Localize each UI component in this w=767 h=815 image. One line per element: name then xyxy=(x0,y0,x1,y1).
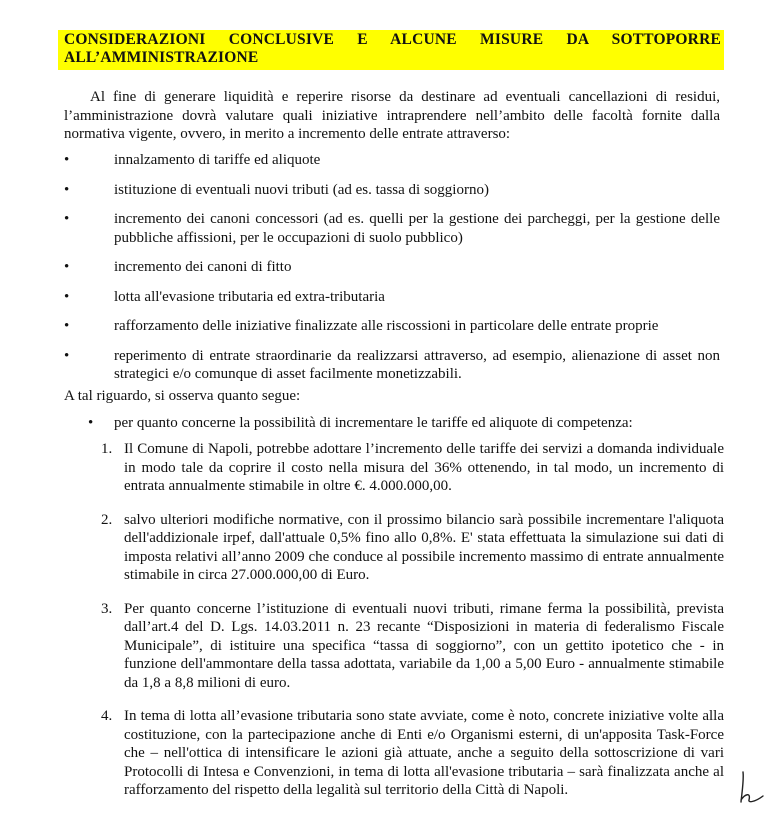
list-item xyxy=(64,600,724,693)
item-text: In tema di lotta all’evasione tributaria sono state avviate, come è noto, concrete iniziative volte alla costituzione, con la partecipazione anche di Enti e/o Organismi esterni, di un'apposita Task-Force che – nell'ottica di intensificare le azioni già attuate, anche a seguito della sottoscrizione di vari Protocolli di Intesa e Convenzioni, in tema di lotta all'evasione tributaria – sarà finalizzata anche al rafforzamento del rispetto della legalità sul territorio della Città di Napoli. xyxy=(124,708,724,798)
numbered-list xyxy=(64,440,724,815)
bullet-icon: • xyxy=(88,415,94,431)
list-item: • innalzamento di tariffe ed aliquote xyxy=(64,152,321,168)
list-item: • rafforzamento delle iniziative finalizzate alle riscossioni in particolare delle entrate proprie xyxy=(64,318,659,334)
bullet-icon: • xyxy=(64,152,70,168)
list-item xyxy=(64,511,724,585)
section-title: CONSIDERAZIONI CONCLUSIVE E ALCUNE MISURE DA SOTTOPORRE ALL’AMMINISTRAZIONE xyxy=(58,30,724,70)
item-number: 1. xyxy=(101,441,113,457)
item-number: 4. xyxy=(101,708,113,724)
item-text: Il Comune di Napoli, potrebbe adottare l’incremento delle tariffe dei servizi a domanda individuale in modo tale da coprire il costo nella misura del 36% ottenendo, in tal modo, un incremento di entrata annualmente stimabile in oltre €. 4.000.000,00. xyxy=(124,441,724,494)
bullet-icon: • xyxy=(64,347,70,364)
item-text: salvo ulteriori modifiche normative, con il prossimo bilancio sarà possibile incrementare l'aliquota dell'addizionale irpef, dall'attuale 0,5% fino allo 0,8%. E' stata effettuata la simulazione sui dati di imposta relativi all’anno 2009 che conduce al possibile incremento massimo di entrate annualmente stimabile in circa 27.000.000,00 di Euro. xyxy=(124,511,724,583)
bullet-icon: • xyxy=(64,181,70,198)
list-item: • incremento dei canoni concessori (ad es. quelli per la gestione dei parcheggi, per la gestione delle pubbliche affissioni, per le occupazioni di suolo pubblico) xyxy=(64,211,720,246)
item-number: 2. xyxy=(101,511,113,528)
bullet-icon: • xyxy=(64,211,70,227)
handwritten-mark-icon xyxy=(737,770,765,804)
bullet-icon: • xyxy=(64,288,70,305)
list-item: • incremento dei canoni di fitto xyxy=(64,259,292,275)
list-item xyxy=(64,440,724,496)
bullet-icon: • xyxy=(64,318,70,334)
document-page: CONSIDERAZIONI CONCLUSIVE E ALCUNE MISURE DA SOTTOPORRE ALL’AMMINISTRAZIONE Al fine di generare liquidità e reperire risorse da destinare ad eventuali cancellazioni di residui, l’amministrazione dovrà valutare quali iniziative intraprendere nell’ambito delle facoltà fornite dalla normativa vigente, ovvero, in merito a incremento delle entrate attraverso: • innalzamento di tariffe ed aliquote • istituzione di eventuali nuovi tributi (ad es. tassa di soggiorno) • incremento dei canoni concessori (ad es. quelli per la gestione dei parcheggi, per la gestione delle pubbliche affissioni, per le occupazioni di suolo pubblico) • incremento dei canoni di fitto • lotta all'evasione tributaria ed extra-tributaria • rafforzamento delle iniziative finalizzate alle riscossioni in particolare delle entrate proprie • reperimento di entrate straordinarie da realizzarsi attraverso, ad esempio, alienazione di asset non strategici e/o comunque di asset facilmente monetizzabili. A tal riguardo, si osserva quanto segue: • per quanto concerne la possibilità di incrementare le tariffe ed aliquote di competenza: 1. Il Comune di Napoli, potrebbe adottare l’incremento delle tariffe dei servizi a domanda individuale in modo tale da coprire il costo nella misura del 36% ottenendo, in tal modo, un incremento di entrata annualmente stimabile in oltre €. 4.000.000,00. 2. salvo ulteriori modifiche normative, con il prossimo bilancio sarà possibile incrementare l'aliquota dell'addizionale irpef, dall'attuale 0,5% fino allo 0,8%. E' stata effettuata la simulazione sui dati di imposta relativi all’anno 2009 che conduce al possibile incremento massimo di entrate annualmente stimabile in circa 27.000.000,00 di Euro. 3. Per quanto concerne l’istituzione di eventuali nuovi tributi, rimane ferma la possibilità, prevista dall’art.4 del D. Lgs. 14.03.2011 n. 23 recante “Disposizioni in materia di federalismo Fiscale Municipale”, di istituire una specifica “tassa di soggiorno”, con un gettito ipotetico che - in funzione dell'ammontare della tassa adottata, variabile da 1,00 a 5,00 Euro - annualmente stimabile da 1,8 a 8,8 milioni di euro. 4. In tema di lotta all’evasione tributaria sono state avviate, come è noto, concrete iniziative volte alla costituzione, con la partecipazione anche di Enti e/o Organismi esterni, di un'apposita Task-Force che – nell'ottica di intensificare le azioni già attuate, anche a seguito della sottoscrizione di vari Protocolli di Intesa e Convenzioni, in tema di lotta all'evasione tributaria – sarà finalizzata anche al rafforzamento del rispetto della legalità sul territorio della Città di Napoli. xyxy=(0,0,767,808)
list-item: • reperimento di entrate straordinarie da realizzarsi attraverso, ad esempio, alienazione di asset non strategici e/o comunque di asset facilmente monetizzabili. xyxy=(64,347,720,382)
bullet-icon: • xyxy=(64,259,70,275)
list-item: • lotta all'evasione tributaria ed extra-tributaria xyxy=(64,288,385,305)
item-text: Per quanto concerne l’istituzione di eventuali nuovi tributi, rimane ferma la possibilità, prevista dall’art.4 del D. Lgs. 14.03.2011 n. 23 recante “Disposizioni in materia di federalismo Fiscale Municipale”, di istituire una specifica “tassa di soggiorno”, con un gettito ipotetico che - in funzione dell'ammontare della tassa adottata, variabile da 1,00 a 5,00 Euro - annualmente stimabile da 1,8 a 8,8 milioni di euro. xyxy=(124,600,724,691)
list-item xyxy=(64,707,724,800)
measures-list xyxy=(64,151,720,395)
intro-paragraph: Al fine di generare liquidità e reperire risorse da destinare ad eventuali cancellazioni di residui, l’amministrazione dovrà valutare quali iniziative intraprendere nell’ambito delle facoltà fornite dalla normativa vigente, ovvero, in merito a incremento delle entrate attraverso: xyxy=(64,89,720,142)
item-number: 3. xyxy=(101,600,113,617)
regard-paragraph: A tal riguardo, si osserva quanto segue: xyxy=(64,388,301,404)
list-item: • istituzione di eventuali nuovi tributi (ad es. tassa di soggiorno) xyxy=(64,181,489,198)
